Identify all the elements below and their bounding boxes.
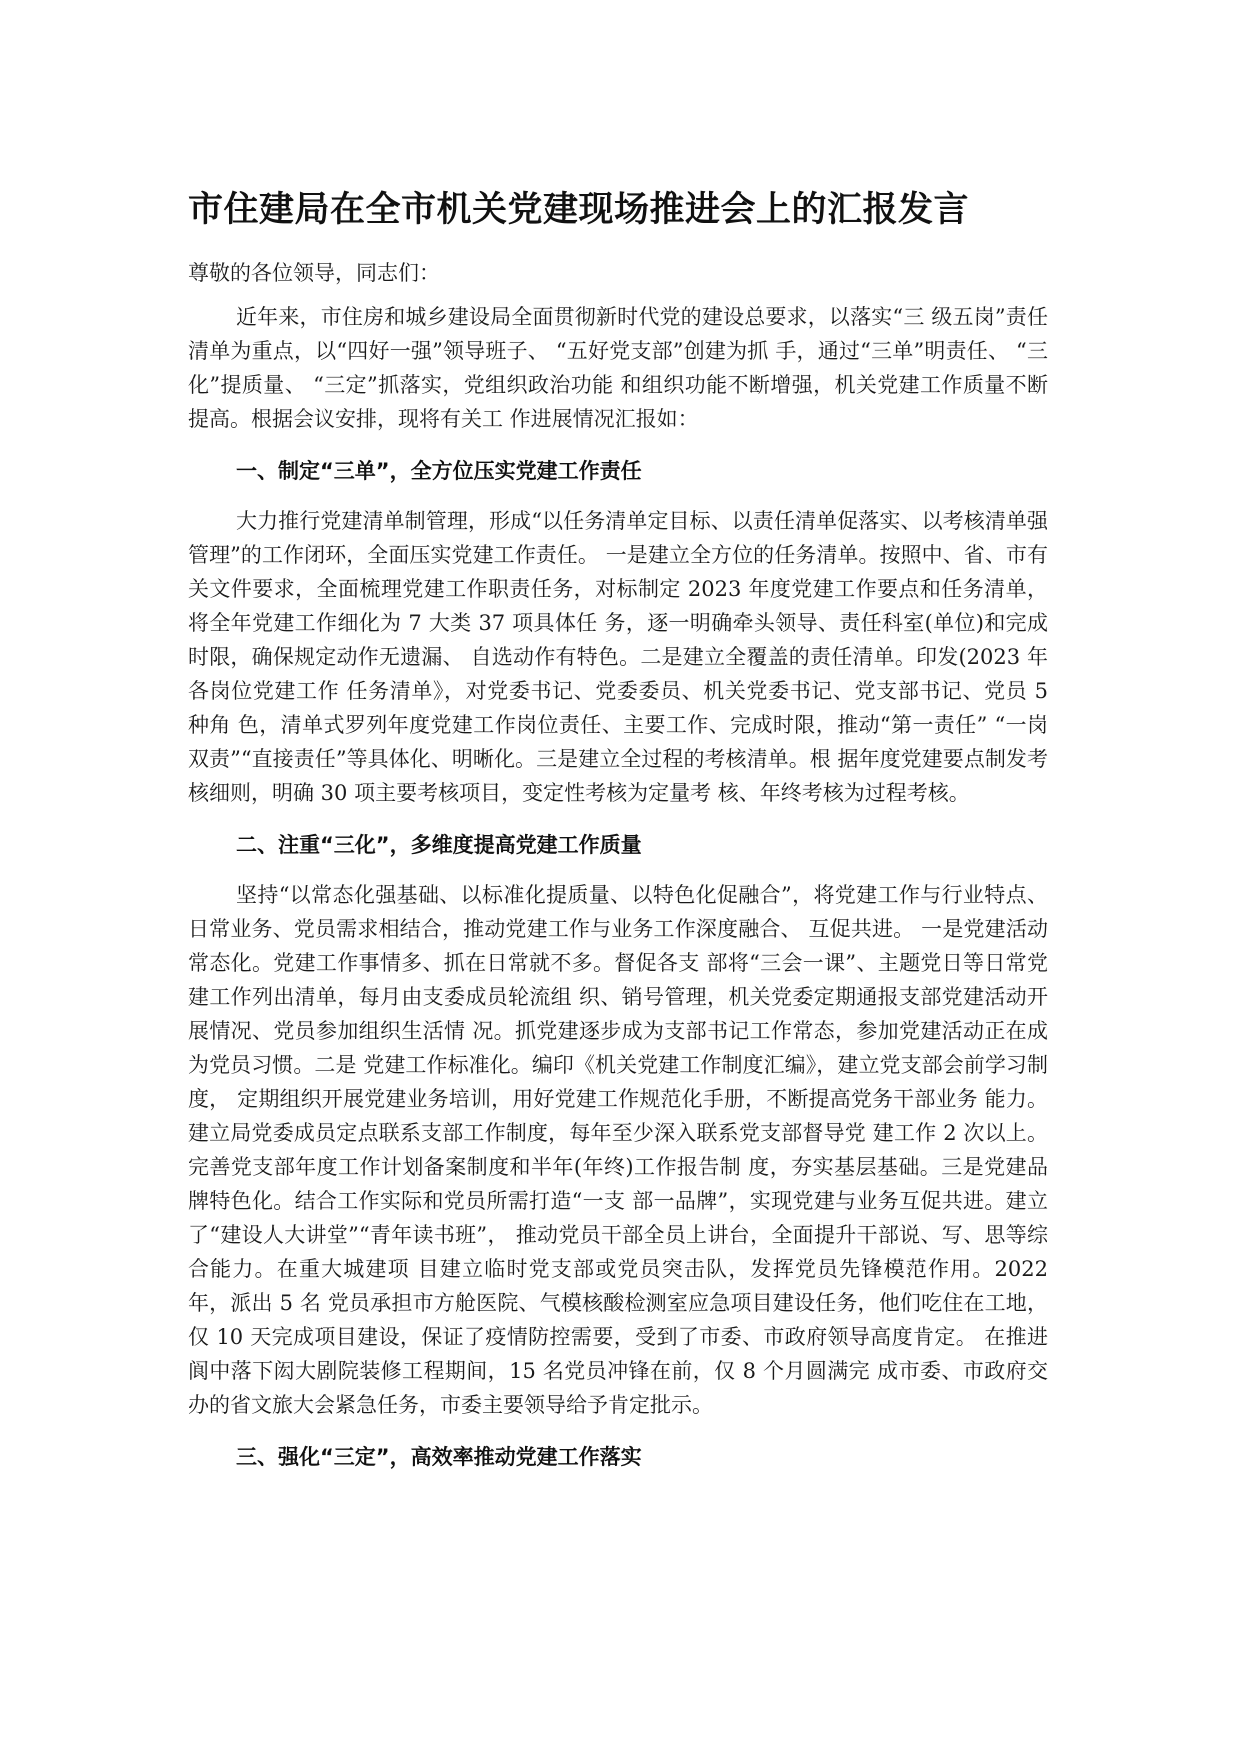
document-title: 市住建局在全市机关党建现场推进会上的汇报发言 [188,190,970,230]
section-body-1: 大力推行党建清单制管理，形成“以任务清单定目标、以责任清单促落实、以考核清单强管理”的工作闭环，全面压实党建工作责任。 一是建立全方位的任务清单。按照中、省、市有关文件要求，全面梳理党建工作职责任务，对标制定 2023 年度党建工作要点和任务清单，将全年党建工作细化为 7 大类 37 项具体任 务，逐一明确牵头领导、责任科室(单位)和完成时限，确保规定动作无遗漏、 自选动作有特色。二是建立全覆盖的责任清单。印发(2023 年各岗位党建工作 任务清单》，对党委书记、党委委员、机关党委书记、党支部书记、党员 5 种角 色，清单式罗列年度党建工作岗位责任、主要工作、完成时限，推动“第一责任” “一岗双责”“直接责任”等具体化、明晰化。三是建立全过程的考核清单。根 据年度党建要点制发考核细则，明确 30 项主要考核项目，变定性考核为定量考 核、年终考核为过程考核。 [188,509,1048,805]
section-body-2: 坚持“以常态化强基础、以标准化提质量、以特色化促融合”，将党建工作与行业特点、日常业务、党员需求相结合，推动党建工作与业务工作深度融合、 互促共进。 一是党建活动常态化。党建工作事情多、抓在日常就不多。督促各支 部将“三会一课”、主题党日等日常党建工作列出清单，每月由支委成员轮流组 织、销号管理，机关党委定期通报支部党建活动开展情况、党员参加组织生活情 况。抓党建逐步成为支部书记工作常态，参加党建活动正在成为党员习惯。二是 党建工作标准化。编印《机关党建工作制度汇编》，建立党支部会前学习制度， 定期组织开展党建业务培训，用好党建工作规范化手册，不断提高党务干部业务 能力。建立局党委成员定点联系支部工作制度，每年至少深入联系党支部督导党 建工作 2 次以上。完善党支部年度工作计划备案制度和半年(年终)工作报告制 度，夯实基层基础。三是党建品牌特色化。结合工作实际和党员所需打造“一支 部一品牌”，实现党建与业务互促共进。建立了“建设人大讲堂”“青年读书班”， 推动党员干部全员上讲台，全面提升干部说、写、思等综合能力。在重大城建项 目建立临时党支部或党员突击队，发挥党员先锋模范作用。2022 年，派出 5 名 党员承担市方舱医院、气模核酸检测室应急项目建设任务，他们吃住在工地，仅 10 天完成项目建设，保证了疫情防控需要，受到了市委、市政府领导高度肯定。 在推进阆中落下闳大剧院装修工程期间，15 名党员冲锋在前，仅 8 个月圆满完 成市委、市政府交办的省文旅大会紧急任务，市委主要领导给予肯定批示。 [188,883,1048,1417]
section-heading-2: 二、注重“三化”，多维度提高党建工作质量 [236,833,642,857]
intro-paragraph: 近年来，市住房和城乡建设局全面贯彻新时代党的建设总要求，以落实“三 级五岗”责任清单为重点，以“四好一强”领导班子、 “五好党支部”创建为抓 手，通过“三单”明责任、 “三化”提质量、 “三定”抓落实，党组织政治功能 和组织功能不断增强，机关党建工作质量不断提高。根据会议安排，现将有关工 作进展情况汇报如： [188,305,1048,431]
document-body [188,186,1048,1490]
salutation: 尊敬的各位领导，同志们： [188,261,440,285]
section-heading-3: 三、强化“三定”，高效率推动党建工作落实 [236,1445,642,1469]
section-heading-1: 一、制定“三单”，全方位压实党建工作责任 [236,459,642,483]
